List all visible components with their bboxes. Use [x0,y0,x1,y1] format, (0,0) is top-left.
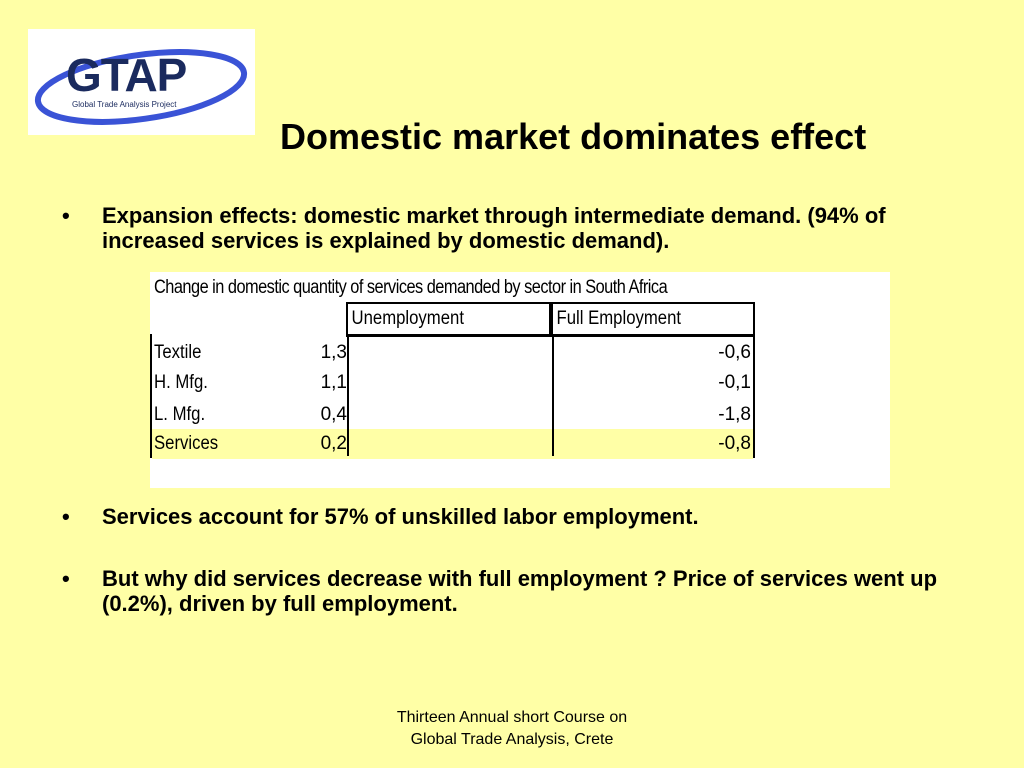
full-employment-cell: -1,8 [718,404,751,425]
full-employment-cell: -0,6 [718,342,751,363]
bullet-text: Services account for 57% of unskilled labor employment. [102,504,699,529]
bullet-text: But why did services decrease with full employment ? Price of services went up (0.2%), driven by full employment. [102,566,938,616]
bullet-services-decrease [62,566,982,616]
footer-line: Global Trade Analysis, Crete [410,731,614,748]
sector-cell: Services [154,433,219,454]
bullet-dot-icon: • [62,504,70,529]
table-row-highlighted [152,429,753,459]
slide-footer [342,707,682,751]
full-employment-cell: -0,1 [718,372,751,393]
column-header-unemployment: Unemployment [346,302,551,337]
table-row [152,368,753,398]
sector-cell: H. Mfg. [154,372,208,393]
table-caption: Change in domestic quantity of services demanded by sector in South Africa [154,277,668,298]
slide-title: Domestic market dominates effect [280,116,867,157]
services-demand-table [150,272,890,488]
table-body [150,334,755,458]
gtap-logo-icon [28,29,255,135]
sector-cell: Textile [154,342,202,363]
unemployment-cell: 1,1 [320,372,347,393]
bullet-dot-icon: • [62,566,70,591]
sector-cell: L. Mfg. [154,404,206,425]
bullet-text: Expansion effects: domestic market through intermediate demand. (94% of increased services is explained by domestic demand). [102,203,886,253]
unemployment-cell: 0,4 [320,404,347,425]
bullet-expansion-effects [62,203,982,253]
table-row [152,400,753,430]
column-divider [552,334,554,456]
footer-line: Thirteen Annual short Course on [396,709,628,726]
logo-wordmark: GTAP [66,49,187,101]
bullet-dot-icon: • [62,203,70,228]
logo-tagline: Global Trade Analysis Project [72,100,177,109]
table-row [152,338,753,368]
column-divider [347,334,349,456]
full-employment-cell: -0,8 [718,433,751,454]
unemployment-cell: 1,3 [320,342,347,363]
gtap-logo [28,29,255,135]
unemployment-cell: 0,2 [320,433,347,454]
column-header-full-employment: Full Employment [551,302,755,337]
bullet-services-share [62,504,982,529]
table-header-row [150,302,755,335]
